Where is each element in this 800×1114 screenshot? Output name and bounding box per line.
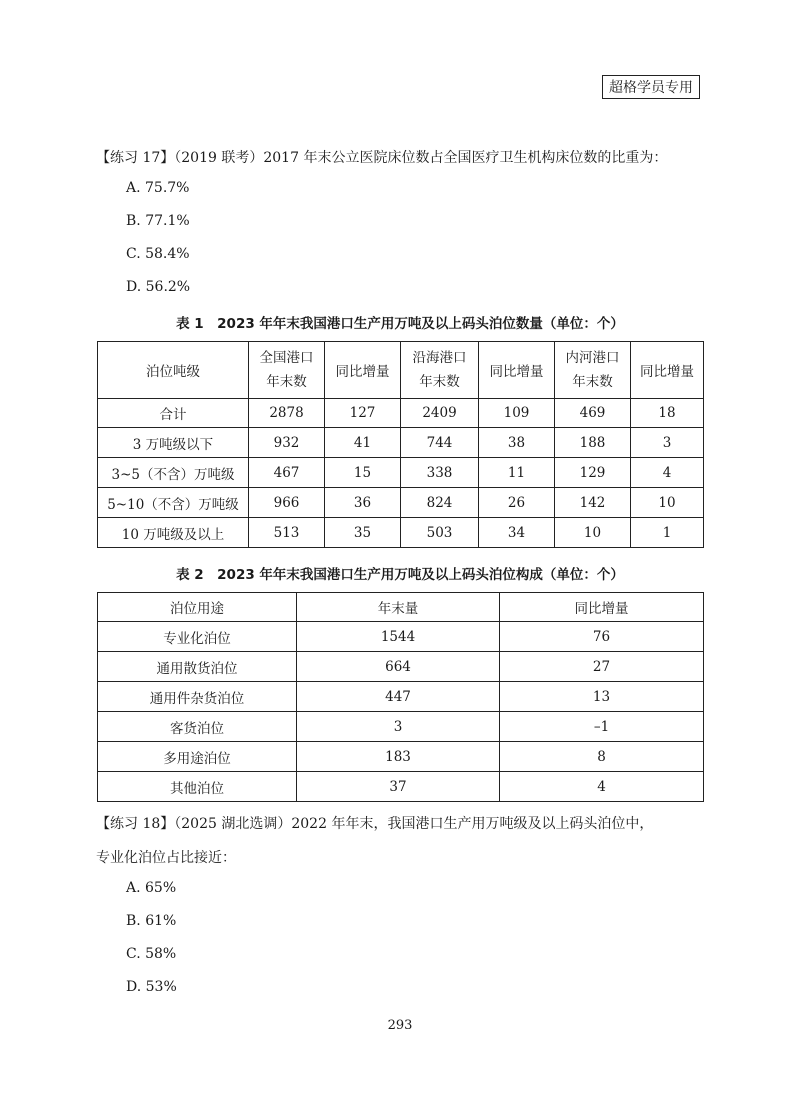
question-17-source: （2019 联考） bbox=[174, 150, 264, 166]
table-cell: 966 bbox=[249, 488, 325, 518]
question-17-option-d[interactable]: D. 56.2% bbox=[126, 279, 191, 295]
table-row bbox=[98, 399, 704, 428]
table-1-caption: 表 1 2023 年年末我国港口生产用万吨及以上码头泊位数量（单位：个） bbox=[176, 316, 624, 332]
table-cell: 1 bbox=[631, 518, 704, 548]
table-2-caption: 表 2 2023 年年末我国港口生产用万吨及以上码头泊位构成（单位：个） bbox=[176, 567, 624, 583]
table-cell: 2878 bbox=[249, 399, 325, 428]
table-cell: 188 bbox=[555, 428, 631, 458]
table-1-header-cell: 内河港口 年末数 bbox=[555, 342, 631, 399]
table-cell: 744 bbox=[401, 428, 479, 458]
question-18-source: （2025 湖北选调） bbox=[174, 816, 292, 832]
question-17-option-a[interactable]: A. 75.7% bbox=[126, 180, 190, 196]
table-2-header-row bbox=[98, 593, 704, 622]
table-row bbox=[98, 518, 704, 548]
table-cell: 1544 bbox=[297, 622, 500, 652]
table-cell: 3~5（不含）万吨级 bbox=[98, 458, 249, 488]
member-badge: 超格学员专用 bbox=[602, 75, 700, 99]
question-18-stem-line-2: 专业化泊位占比接近： bbox=[96, 850, 236, 866]
table-cell: 38 bbox=[479, 428, 555, 458]
table-cell: 447 bbox=[297, 682, 500, 712]
table-1-header-cell: 沿海港口 年末数 bbox=[401, 342, 479, 399]
table-cell: 34 bbox=[479, 518, 555, 548]
table-cell: 4 bbox=[500, 772, 704, 802]
question-17-option-b[interactable]: B. 77.1% bbox=[126, 213, 190, 229]
table-cell: 664 bbox=[297, 652, 500, 682]
table-cell: 客货泊位 bbox=[98, 712, 297, 742]
table-cell: 469 bbox=[555, 399, 631, 428]
question-17-stem bbox=[96, 143, 716, 173]
table-cell: 8 bbox=[500, 742, 704, 772]
table-cell: 35 bbox=[325, 518, 401, 548]
table-cell: 5~10（不含）万吨级 bbox=[98, 488, 249, 518]
table-cell: 37 bbox=[297, 772, 500, 802]
table-2-header-cell: 同比增量 bbox=[500, 593, 704, 622]
table-cell: 824 bbox=[401, 488, 479, 518]
question-18-option-d[interactable]: D. 53% bbox=[126, 979, 177, 995]
page-number: 293 bbox=[387, 1018, 413, 1033]
table-cell: 27 bbox=[500, 652, 704, 682]
table-cell: 18 bbox=[631, 399, 704, 428]
table-1-header-cell: 全国港口 年末数 bbox=[249, 342, 325, 399]
table-cell: 338 bbox=[401, 458, 479, 488]
table-cell: 10 万吨级及以上 bbox=[98, 518, 249, 548]
table-cell: 4 bbox=[631, 458, 704, 488]
table-cell: 503 bbox=[401, 518, 479, 548]
table-cell: 932 bbox=[249, 428, 325, 458]
question-17-tag: 【练习 17】 bbox=[96, 150, 175, 166]
table-cell: 通用件杂货泊位 bbox=[98, 682, 297, 712]
table-row bbox=[98, 682, 704, 712]
table-cell: 13 bbox=[500, 682, 704, 712]
table-cell: 109 bbox=[479, 399, 555, 428]
table-cell: 其他泊位 bbox=[98, 772, 297, 802]
table-row bbox=[98, 742, 704, 772]
table-cell: 183 bbox=[297, 742, 500, 772]
table-cell: 3 万吨级以下 bbox=[98, 428, 249, 458]
table-cell: 3 bbox=[297, 712, 500, 742]
table-cell: 11 bbox=[479, 458, 555, 488]
question-18-text-1: 2022 年年末，我国港口生产用万吨级及以上码头泊位中， bbox=[291, 816, 654, 832]
table-1-header-cell: 同比增量 bbox=[479, 342, 555, 399]
table-cell: 2409 bbox=[401, 399, 479, 428]
table-2 bbox=[97, 592, 704, 802]
question-17-option-c[interactable]: C. 58.4% bbox=[126, 246, 190, 262]
question-18-stem-line-1 bbox=[96, 809, 716, 839]
table-row bbox=[98, 772, 704, 802]
table-cell: 合计 bbox=[98, 399, 249, 428]
table-cell: 127 bbox=[325, 399, 401, 428]
table-cell: 专业化泊位 bbox=[98, 622, 297, 652]
table-cell: 多用途泊位 bbox=[98, 742, 297, 772]
table-cell: 513 bbox=[249, 518, 325, 548]
table-cell: 129 bbox=[555, 458, 631, 488]
question-18-tag: 【练习 18】 bbox=[96, 816, 175, 832]
table-cell: –1 bbox=[500, 712, 704, 742]
question-18-option-b[interactable]: B. 61% bbox=[126, 913, 177, 929]
table-row bbox=[98, 458, 704, 488]
table-cell: 142 bbox=[555, 488, 631, 518]
table-cell: 467 bbox=[249, 458, 325, 488]
question-18-option-c[interactable]: C. 58% bbox=[126, 946, 177, 962]
table-row bbox=[98, 652, 704, 682]
table-1-header-cell: 泊位吨级 bbox=[98, 342, 249, 399]
table-1 bbox=[97, 341, 704, 548]
table-cell: 36 bbox=[325, 488, 401, 518]
table-cell: 10 bbox=[555, 518, 631, 548]
table-cell: 10 bbox=[631, 488, 704, 518]
table-cell: 76 bbox=[500, 622, 704, 652]
table-cell: 3 bbox=[631, 428, 704, 458]
table-1-header-cell: 同比增量 bbox=[325, 342, 401, 399]
table-row bbox=[98, 712, 704, 742]
question-18-option-a[interactable]: A. 65% bbox=[126, 880, 177, 896]
table-2-header-cell: 泊位用途 bbox=[98, 593, 297, 622]
table-2-header-cell: 年末量 bbox=[297, 593, 500, 622]
table-row bbox=[98, 488, 704, 518]
table-1-header-cell: 同比增量 bbox=[631, 342, 704, 399]
table-1-header-row bbox=[98, 342, 704, 399]
question-17-text: 2017 年末公立医院床位数占全国医疗卫生机构床位数的比重为： bbox=[263, 150, 668, 166]
table-cell: 26 bbox=[479, 488, 555, 518]
table-row bbox=[98, 428, 704, 458]
table-cell: 15 bbox=[325, 458, 401, 488]
table-row bbox=[98, 622, 704, 652]
table-cell: 41 bbox=[325, 428, 401, 458]
table-cell: 通用散货泊位 bbox=[98, 652, 297, 682]
